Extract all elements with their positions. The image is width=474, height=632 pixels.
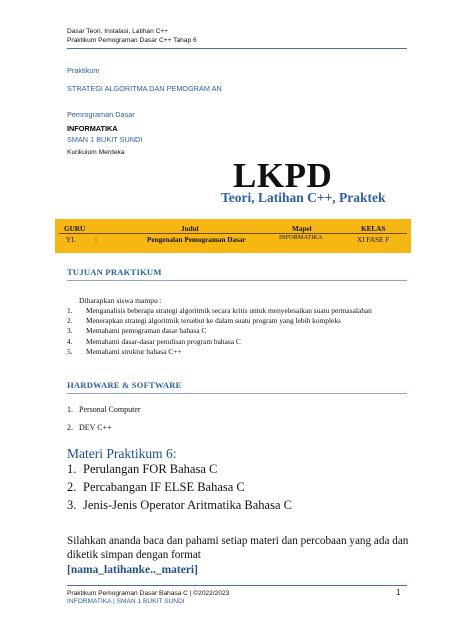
meta-program: INFORMATIKA	[67, 124, 118, 133]
cell-guru: YL	[66, 236, 76, 244]
tujuan-heading: TUJUAN PRAKTIKUM	[67, 267, 162, 277]
instruction-format: [nama_latihanke.._materi]	[67, 564, 198, 576]
list-item: 2. Menerapkan strategi algoritmik tersebut ke dalam suatu program yang lebih kompleks	[67, 316, 341, 326]
meta-curriculum: Kurikulum Merdeka	[67, 149, 125, 156]
footer-divider	[67, 585, 407, 586]
hardware-item: 1. Personal Computer	[67, 405, 141, 414]
instruction-text: Silahkan ananda baca dan pahami setiap materi dan percobaan yang ada dan diketik simpan dengan format	[67, 535, 409, 561]
materi-item: 3. Jenis-Jenis Operator Aritmatika Bahasa C	[67, 498, 292, 512]
header-line-1: Dasar Teori, Instalasi, Latihan C++	[67, 28, 169, 35]
materi-heading: Materi Praktikum 6:	[67, 446, 177, 461]
running-header	[67, 27, 197, 45]
materi-item: 1. Perulangan FOR Bahasa C	[67, 462, 218, 476]
list-item: 4. Memahami dasar-dasar penulisan program bahasa C	[67, 336, 241, 346]
footer-line-2: INFORMATIKA | SMAN 1 BUKIT SUNDI	[67, 598, 185, 605]
hardware-divider	[67, 393, 407, 394]
header-line-2: Praktikum Pemograman Dasar C++ Tahap 6	[67, 37, 197, 44]
info-table	[55, 219, 411, 253]
page-subtitle: Teori, Latihan C++, Praktek	[221, 190, 386, 205]
hardware-item: 2. DEV C++	[67, 423, 112, 432]
header-divider	[67, 48, 407, 49]
list-item: 3. Memahami pemograman dasar bahasa C	[67, 326, 207, 336]
meta-subject: Pemrograman Dasar	[67, 110, 135, 119]
hardware-heading: HARDWARE & SOFTWARE	[67, 380, 182, 390]
col-mapel: Mapel	[292, 225, 312, 233]
tujuan-list	[67, 306, 407, 357]
meta-praktikum: Praktikum	[67, 66, 100, 75]
tujuan-intro: Diharapkan siswa mampu :	[79, 296, 162, 305]
cell-mapel: INFORMATIKA	[279, 234, 323, 241]
col-judul: Judul	[181, 225, 199, 233]
page-number: 1	[396, 588, 401, 597]
list-item: 1. Menganalisis beberapa strategi algoritmik secara kritis untuk menyelesaikan suatu permasalahan	[67, 306, 372, 315]
meta-school: SMAN 1 BUKIT SUNDI	[67, 135, 143, 144]
info-table-divider	[59, 233, 407, 234]
cell-kelas: XI FASE F	[357, 236, 390, 244]
cell-separator: :	[95, 236, 97, 244]
meta-strategi: STRATEGI ALGORITMA DAN PEMOGRAM AN	[67, 84, 222, 93]
page-title: LKPD	[233, 156, 333, 195]
materi-item: 2. Percabangan IF ELSE Bahasa C	[67, 480, 245, 494]
list-item: 5. Memahami struktur bahasa C++	[67, 346, 182, 356]
col-guru: GURU	[64, 225, 86, 233]
col-kelas: KELAS	[361, 225, 386, 233]
tujuan-divider	[67, 280, 407, 281]
cell-judul: Pengenalan Pemograman Dasar	[147, 236, 246, 244]
footer-line-1: Praktikum Pemograman Dasar Bahasa C | ©2022/2023	[67, 590, 230, 597]
